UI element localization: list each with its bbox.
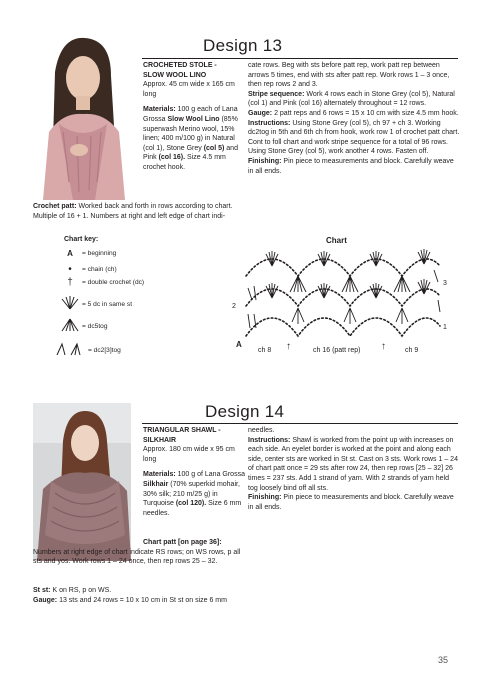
design13-finishing — [248, 157, 460, 176]
key-item-dc — [58, 277, 144, 288]
design14-gauge-text: 13 sts and 24 rows = 10 x 10 cm in St st on size 6 mm — [59, 596, 227, 604]
design14-gauge-label: Gauge: — [33, 596, 58, 604]
design14-instr-text: Shawl is worked from the point up with increases on each side. An eyelet border is worked at the point and along each side, center sts are worked in St st. Cast on 3 sts. Work rows 1 – 24 of chart patt once = 29 sts after row 24, then rep rows [25 – 32] 26 times = 237 sts. Add 1 strand of yarn. With 2 strands of yarn held tog loosely bind off all sts. — [248, 436, 458, 492]
design13-materials-detail: (85% superwash Merino wool, 15% linen; 400 m/100 g) in Natural (col 1), Stone Grey — [143, 115, 238, 152]
chart-rep-arrow-left: ↑ — [286, 341, 291, 352]
stole-model-photo — [33, 32, 129, 200]
design13-crochet-label: Crochet patt: — [33, 203, 77, 210]
design13-col16: (col 16). — [158, 154, 186, 162]
design13-title: Design 13 — [203, 36, 283, 55]
design13-title-rule — [142, 58, 458, 59]
design13-column-2 — [248, 61, 460, 176]
design14-needles: Size 6 mm needles. — [143, 500, 242, 517]
design14-stst-label: St st: — [33, 587, 51, 594]
page-number: 35 — [438, 655, 449, 665]
design13-instr-label: Instructions: — [248, 119, 291, 127]
design13-instr-text: Using Stone Grey (col 5), ch 97 + ch 3. Working dc2tog in 5th and 6th ch from hook, work row 1 of crochet patt chart. Cont to foll chart and work stripe sequence for a total of 96 rows. Using Stone Grey (col 5), work another 4 rows. Fasten off. — [248, 119, 460, 156]
design14-materials-yarn: Silkhair — [143, 480, 169, 488]
key-label-shell: = 5 dc in same st — [82, 300, 133, 308]
design13-stripe-text: Work 4 rows each in Stone Grey (col 5), Natural (col 1) and Pink (col 16) alternately throughout = 12 rows. — [248, 90, 455, 108]
design13-crochet-text: Worked back and forth in rows according to chart. Multiple of 16 + 1. Numbers at right and left edge of chart indi- — [33, 203, 233, 220]
design14-col120: (col 120). — [175, 500, 207, 508]
design14-stst — [33, 586, 243, 596]
design13-and-pink: and Pink — [143, 144, 238, 162]
design14-finish-label: Finishing: — [248, 494, 282, 502]
chart-row-label-1: 1 — [443, 324, 447, 331]
design13-column-1 — [143, 61, 247, 173]
design13-materials-amount: 100 g each of Lana Grossa — [143, 106, 238, 123]
design13-materials — [143, 105, 247, 172]
chart-key-title: Chart key: — [64, 236, 99, 243]
design14-chart-patt — [33, 538, 243, 567]
key-item-shell — [58, 296, 132, 312]
design14-chartpatt-text: Numbers at right edge of chart indicate RS rows; on WS rows, p all sts and yos. Work rows 1 – 24 once, then rep rows 25 – 32. — [33, 548, 241, 566]
design14-materials — [143, 470, 247, 518]
key-label-dc: = double crochet (dc) — [82, 279, 145, 286]
design14-finishing — [248, 493, 460, 512]
dc2tog-symbol — [52, 342, 88, 358]
double-crochet-symbol: † — [67, 277, 73, 288]
key-item-beginning — [58, 249, 116, 258]
design14-name-1: TRIANGULAR SHAWL - — [143, 427, 221, 434]
dc5tog-symbol — [58, 318, 82, 334]
design14-materials-amount: 100 g of Lana Grossa — [177, 471, 245, 479]
design13-stripe — [248, 90, 460, 109]
key-item-chain — [58, 264, 117, 275]
chart-title: Chart — [326, 236, 347, 245]
key-label-dc2tog: = dc2[3]tog — [88, 346, 121, 354]
key-label-dc5tog: = dc5tog — [82, 322, 108, 330]
design14-instr-label: Instructions: — [248, 436, 291, 444]
design14-title-rule — [142, 423, 458, 424]
design14-name-2: SILKHAIR — [143, 436, 177, 444]
design14-gauge — [33, 596, 243, 606]
design13-col5: (col 5) — [203, 144, 225, 152]
design13-name-2: SLOW WOOL LINO — [143, 71, 207, 79]
design14-lower-left — [33, 586, 243, 605]
chart-row-label-2: 2 — [232, 303, 236, 310]
design13-materials-label: Materials: — [143, 106, 176, 114]
design13-name-1: CROCHETED STOLE - — [143, 62, 217, 69]
design14-column-2 — [248, 426, 460, 512]
design14-stst-text: K on RS, p on WS. — [52, 587, 112, 594]
chart-rep-arrow-right: ↑ — [381, 341, 386, 352]
design13-finish-label: Finishing: — [248, 157, 282, 165]
chart-label-ch8: ch 8 — [258, 347, 272, 354]
design14-materials-detail: (70% superkid mohair, 30% silk; 210 m/25 g) in Turquoise — [143, 480, 240, 508]
design14-chartpatt-label: Chart patt [on page 36]: — [143, 539, 222, 546]
design14-size: Approx. 180 cm wide x 95 cm long — [143, 446, 235, 463]
chart-start-marker: A — [236, 340, 242, 349]
design13-col2-text: cate rows. Beg with sts before patt rep, work patt rep between arrows 5 times, end with sts after patt rep. Work rows 1 – 3 once, then rep rows 2 and 3. — [248, 62, 450, 89]
key-item-dc2tog — [52, 342, 121, 358]
design13-gauge-label: Gauge: — [248, 109, 273, 117]
design14-finish-text: Pin piece to measurements and block. Carefully weave in all ends. — [248, 494, 454, 511]
design13-gauge — [248, 109, 460, 119]
design13-finish-text: Pin piece to measurements and block. Carefully weave in all ends. — [248, 157, 454, 175]
key-label-chain: = chain (ch) — [82, 266, 117, 273]
design13-stripe-label: Stripe sequence: — [248, 90, 305, 98]
design13-hook: Size 4.5 mm crochet hook. — [143, 154, 226, 171]
design14-materials-label: Materials: — [143, 471, 176, 479]
design13-gauge-text: 2 patt reps and 6 rows = 15 x 10 cm with size 4.5 mm hook. — [274, 109, 459, 117]
design14-instructions — [248, 436, 460, 494]
crochet-chart — [228, 248, 454, 348]
key-label-beginning: = beginning — [82, 250, 117, 257]
design13-size: Approx. 45 cm wide x 165 cm long — [143, 81, 235, 98]
chart-label-ch9: ch 9 — [405, 347, 419, 354]
design14-column-1 — [143, 426, 247, 518]
shell-symbol — [58, 296, 82, 312]
chart-row-label-3: 3 — [443, 280, 447, 287]
chart-label-patt-rep: ch 16 (patt rep) — [313, 347, 361, 354]
design14-col2-text: needles. — [248, 427, 275, 434]
chain-symbol: • — [68, 264, 72, 275]
key-item-dc5tog — [58, 318, 107, 334]
design13-instructions — [248, 119, 460, 157]
design13-crochet-patt — [33, 202, 243, 221]
design14-title: Design 14 — [205, 402, 285, 421]
design13-materials-yarn: Slow Wool Lino — [167, 115, 220, 123]
beginning-symbol: A — [67, 249, 73, 258]
